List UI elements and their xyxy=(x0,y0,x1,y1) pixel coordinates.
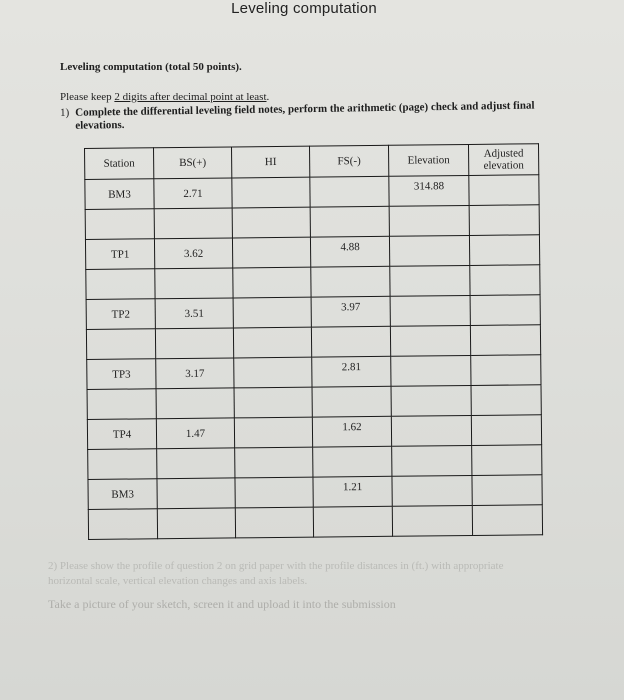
cell-fs: 3.97 xyxy=(311,296,390,327)
cell-bs xyxy=(155,328,233,359)
cell-bs: 3.51 xyxy=(155,298,233,329)
question-line-1: Complete the differential leveling field notes, perform the arithmetic (page) check and adjust final xyxy=(75,99,535,119)
assignment-heading: Leveling computation (total 50 points). xyxy=(60,61,242,73)
instruction-suffix: . xyxy=(266,91,270,103)
header-hi: HI xyxy=(231,146,309,178)
cell-station: TP4 xyxy=(87,419,156,450)
cell-fs: 1.21 xyxy=(313,476,392,507)
cell-fs xyxy=(313,446,392,477)
cell-bs xyxy=(156,388,234,419)
cell-bs xyxy=(154,208,232,239)
table-row xyxy=(86,325,540,360)
cell-adjusted-elevation xyxy=(471,355,541,386)
cell-elevation: 314.88 xyxy=(389,175,469,206)
cell-adjusted-elevation xyxy=(472,475,542,506)
cell-station xyxy=(87,389,156,420)
table-row xyxy=(88,505,542,540)
instruction-prefix: Please keep xyxy=(60,91,115,103)
cell-adjusted-elevation xyxy=(472,505,542,536)
cell-fs: 2.81 xyxy=(312,356,391,387)
cell-hi xyxy=(233,267,311,298)
instruction-text xyxy=(60,91,269,103)
cell-adjusted-elevation xyxy=(470,325,540,356)
faded-question-2-line-1: 2) Please show the profile of question 2 on grid paper with the profile distances in (ft.) with appropriate xyxy=(48,560,504,572)
page-title: Leveling computation xyxy=(231,0,377,17)
cell-fs xyxy=(311,266,390,297)
cell-adjusted-elevation xyxy=(469,205,539,236)
cell-station: TP2 xyxy=(86,299,155,330)
cell-fs xyxy=(311,326,390,357)
header-bs: BS(+) xyxy=(154,147,232,179)
header-station: Station xyxy=(85,148,154,180)
cell-elevation xyxy=(389,235,469,266)
cell-hi xyxy=(234,357,312,388)
faded-question-2-line-2: horizontal scale, vertical elevation changes and axis labels. xyxy=(48,575,308,587)
cell-elevation xyxy=(390,325,470,356)
table-row xyxy=(87,355,541,390)
cell-elevation xyxy=(390,295,470,326)
cell-fs xyxy=(312,386,391,417)
cell-elevation xyxy=(392,505,472,536)
cell-bs: 1.47 xyxy=(156,418,234,449)
cell-station xyxy=(85,209,154,240)
table-row xyxy=(85,235,539,270)
cell-station: BM3 xyxy=(88,479,157,510)
cell-adjusted-elevation xyxy=(472,445,542,476)
cell-adjusted-elevation xyxy=(469,175,539,206)
cell-adjusted-elevation xyxy=(471,415,541,446)
page-header xyxy=(0,0,624,17)
table-row xyxy=(87,385,541,420)
header-elevation: Elevation xyxy=(388,144,468,176)
table-row xyxy=(85,205,539,240)
table-row xyxy=(86,295,540,330)
cell-elevation xyxy=(391,415,471,446)
table-row xyxy=(88,475,542,510)
cell-bs: 3.62 xyxy=(154,238,232,269)
cell-hi xyxy=(234,417,312,448)
cell-station: BM3 xyxy=(85,179,154,210)
cell-adjusted-elevation xyxy=(471,385,541,416)
table-row xyxy=(85,175,539,210)
field-notes-table xyxy=(84,143,543,540)
cell-hi xyxy=(233,327,311,358)
header-adjusted-elevation: Adjusted elevation xyxy=(468,144,538,176)
instruction-underlined: 2 digits after decimal point at least xyxy=(114,91,267,103)
cell-fs xyxy=(313,506,392,537)
cell-hi xyxy=(234,387,312,418)
field-notes-table-wrap xyxy=(84,143,543,540)
table-row xyxy=(86,265,540,300)
cell-bs: 3.17 xyxy=(156,358,234,389)
cell-station xyxy=(86,269,155,300)
cell-bs xyxy=(157,448,235,479)
faded-question-2-line-3: Take a picture of your sketch, screen it and upload it into the submission xyxy=(48,597,396,611)
cell-station xyxy=(88,509,157,540)
cell-bs xyxy=(157,508,235,539)
table-row xyxy=(88,445,542,480)
cell-bs: 2.71 xyxy=(154,178,232,209)
cell-bs xyxy=(155,268,233,299)
header-fs: FS(-) xyxy=(309,145,388,177)
cell-hi xyxy=(232,177,310,208)
cell-elevation xyxy=(391,385,471,416)
cell-hi xyxy=(235,507,313,538)
cell-adjusted-elevation xyxy=(469,235,539,266)
table-row xyxy=(87,415,541,450)
cell-hi xyxy=(235,477,313,508)
cell-elevation xyxy=(392,475,472,506)
question-line-2: elevations. xyxy=(75,118,125,132)
cell-fs xyxy=(310,206,389,237)
cell-station: TP3 xyxy=(87,359,156,390)
cell-station: TP1 xyxy=(85,239,154,270)
cell-elevation xyxy=(392,445,472,476)
cell-hi xyxy=(232,207,310,238)
question-1 xyxy=(60,99,600,133)
cell-bs xyxy=(157,478,235,509)
cell-station xyxy=(86,329,155,360)
question-number: 1) xyxy=(60,106,70,119)
cell-elevation xyxy=(389,205,469,236)
cell-hi xyxy=(232,237,310,268)
cell-station xyxy=(88,449,157,480)
table-header-row xyxy=(85,144,539,180)
cell-hi xyxy=(233,297,311,328)
cell-adjusted-elevation xyxy=(470,265,540,296)
cell-elevation xyxy=(390,265,470,296)
cell-fs: 1.62 xyxy=(312,416,391,447)
cell-fs xyxy=(310,176,389,207)
cell-elevation xyxy=(391,355,471,386)
cell-hi xyxy=(235,447,313,478)
cell-fs: 4.88 xyxy=(310,236,389,267)
cell-adjusted-elevation xyxy=(470,295,540,326)
